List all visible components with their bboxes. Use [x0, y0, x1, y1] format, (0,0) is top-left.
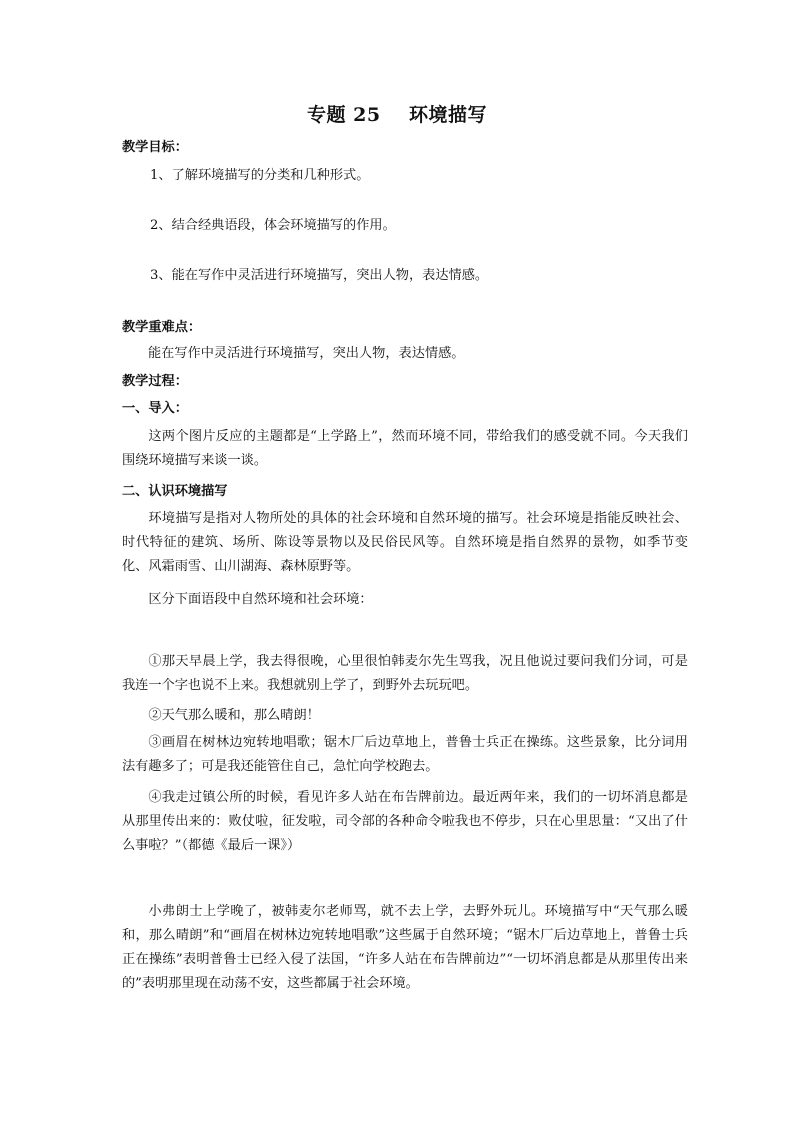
- goal-item-3: 3、能在写作中灵活进行环境描写，突出人物，表达情感。: [150, 268, 489, 283]
- exercise-prompt: 区分下面语段中自然环境和社会环境：: [148, 592, 373, 607]
- teaching-process-heading: 教学过程：: [122, 374, 188, 389]
- excerpt-3: ③画眉在树林边宛转地唱歌；锯木厂后边草地上，普鲁士兵正在操练。这些景象，比分词用法有趣多了；可是我还能管住自己，急忙向学校跑去。: [122, 735, 688, 774]
- section-intro-text: 这两个图片反应的主题都是“上学路上”，然而环境不同，带给我们的感受就不同。今天我们围绕环境描写来谈一谈。: [122, 429, 688, 468]
- section-understanding-text: 环境描写是指对人物所处的具体的社会环境和自然环境的描写。社会环境是指能反映社会、时代特征的建筑、场所、陈设等景物以及民俗民风等。自然环境是指自然界的景物，如季节变化、风霜雨雪、山川湖海、森林原野等。: [122, 511, 688, 574]
- key-points-text: 能在写作中灵活进行环境描写，突出人物，表达情感。: [148, 346, 465, 361]
- section-understanding-heading: 二、认识环境描写: [122, 484, 228, 499]
- section-intro-heading: 一、导入：: [122, 401, 188, 416]
- excerpt-2: ②天气那么暖和，那么晴朗！: [148, 708, 320, 723]
- excerpt-4: ④我走过镇公所的时候，看见许多人站在布告牌前边。最近两年来，我们的一切坏消息都是从那里传出来的：败仗啦，征发啦，司令部的各种命令啦我也不停步，只在心里思量：“又出了什么事啦？”（都德《最后一课》）: [122, 790, 688, 853]
- page-title: 专题 25 环境描写: [306, 104, 487, 126]
- goal-item-1: 1、了解环境描写的分类和几种形式。: [150, 168, 370, 183]
- analysis-paragraph: 小弗朗士上学晚了，被韩麦尔老师骂，就不去上学，去野外玩儿。环境描写中“天气那么暖和，那么晴朗”和“画眉在树林边宛转地唱歌”这些属于自然环境；“锯木厂后边草地上，普鲁士兵正在操练”表明普鲁士已经入侵了法国，“许多人站在布告牌前边”“一切坏消息都是从那里传出来的”表明那里现在动荡不安，这些都属于社会环境。: [122, 904, 688, 991]
- teaching-goals-heading: 教学目标：: [122, 140, 188, 155]
- key-points-heading: 教学重难点：: [122, 320, 202, 335]
- goal-item-2: 2、结合经典语段，体会环境描写的作用。: [150, 218, 396, 233]
- excerpt-1: ①那天早晨上学，我去得很晚，心里很怕韩麦尔先生骂我，况且他说过要问我们分词，可是我连一个字也说不上来。我想就别上学了，到野外去玩玩吧。: [122, 654, 688, 693]
